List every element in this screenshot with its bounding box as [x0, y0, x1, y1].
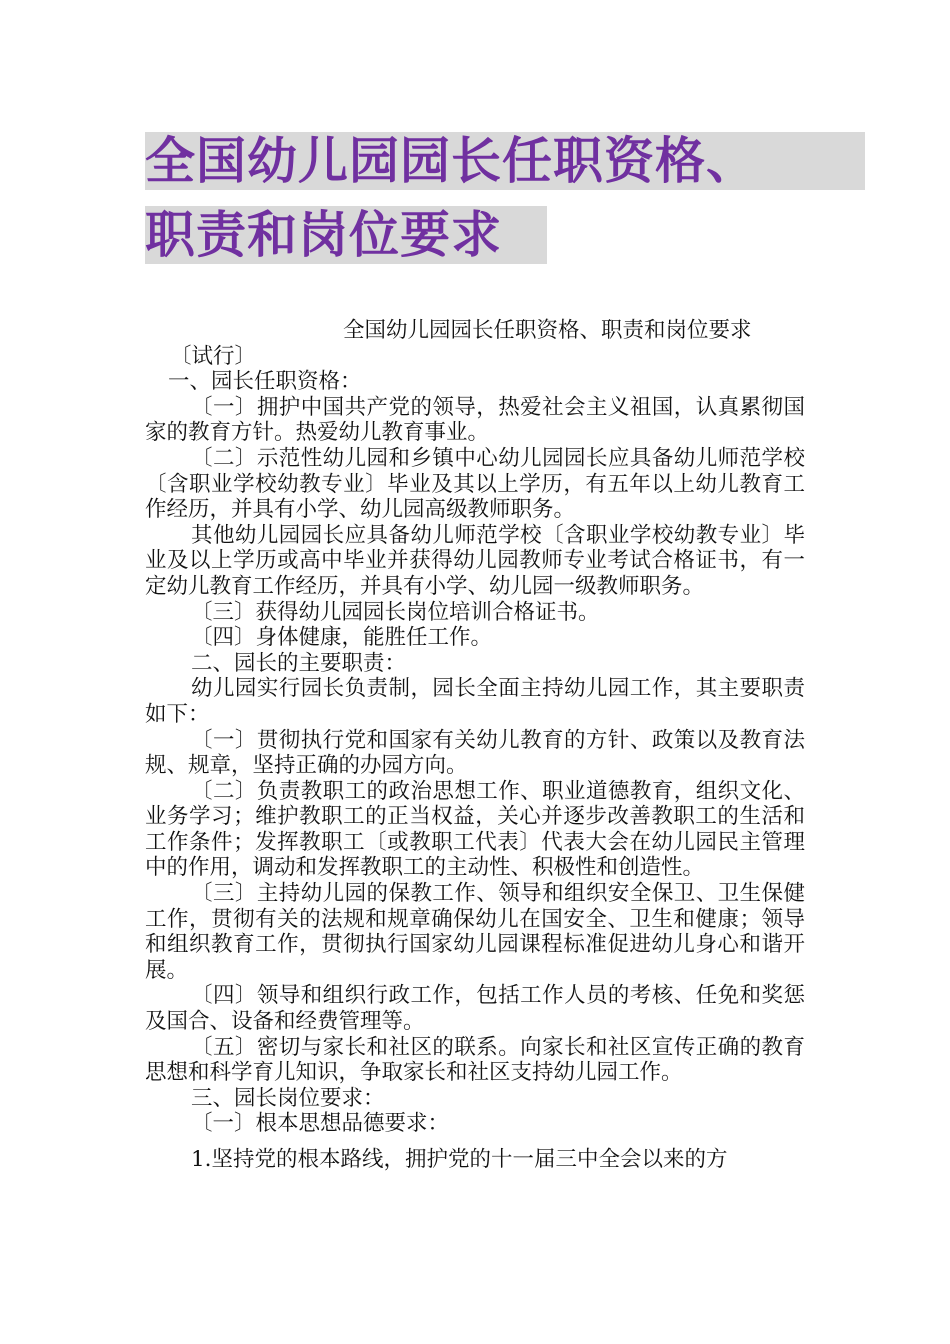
section-2-intro: 幼儿园实行园长负责制，园长全面主持幼儿园工作，其主要职责如下： — [145, 676, 805, 727]
section-3-item-1: 1.坚持党的根本路线，拥护党的十一届三中全会以来的方 — [191, 1147, 728, 1172]
document-body — [145, 318, 805, 1173]
document-title-line-2: 职责和岗位要求 — [145, 206, 547, 264]
section-2-paragraph-5: 〔五〕密切与家长和社区的联系。向家长和社区宣传正确的教育思想和科学育儿知识，争取家长和社区支持幼儿园工作。 — [145, 1034, 805, 1086]
section-1-paragraph-1: 〔一〕拥护中国共产党的领导，热爱社会主义祖国，认真累彻国家的教育方针。热爱幼儿教育事业。 — [145, 394, 805, 446]
section-1-paragraph-3: 其他幼儿园园长应具备幼儿师范学校〔含职业学校幼教专业〕毕业及以上学历或高中毕业并获得幼儿园教师专业考试合格证书，有一定幼儿教育工作经历，并具有小学、幼儿园一级教师职务。 — [145, 522, 805, 599]
section-1-paragraph-2: 〔二〕示范性幼儿园和乡镇中心幼儿园园长应具备幼儿师范学校〔含职业学校幼教专业〕毕业及其以上学历，有五年以上幼儿教育工作经历，并具有小学、幼儿园高级教师职务。 — [145, 445, 805, 523]
section-3-subheading-1: 〔一〕根本思想品德要求： — [191, 1111, 450, 1137]
section-1-paragraph-4: 〔三〕获得幼儿园园长岗位培训合格证书。 — [191, 599, 600, 625]
section-3-heading: 三、园长岗位要求： — [191, 1085, 385, 1111]
document-title-line-1: 全国幼儿园园长任职资格、 — [145, 132, 865, 190]
trial-note: 〔试行〕 — [170, 343, 257, 369]
section-2-paragraph-3: 〔三〕主持幼儿园的保教工作、领导和组织安全保卫、卫生保健工作，贯彻有关的法规和规章确保幼儿在国安全、卫生和健康；领导和组织教育工作，贯彻执行国家幼儿园课程标准促进幼儿身心和谐开展。 — [145, 881, 805, 983]
section-2-paragraph-1: 〔一〕贯彻执行党和国家有关幼儿教育的方针、政策以及教育法规、规章，坚持正确的办园方向。 — [145, 727, 805, 779]
document-subtitle: 全国幼儿园园长任职资格、职责和岗位要求 — [343, 318, 752, 343]
section-1-heading: 一、园长任职资格： — [168, 369, 362, 395]
section-2-paragraph-4: 〔四〕领导和组织行政工作，包括工作人员的考核、任免和奖惩及国合、设备和经费管理等。 — [145, 983, 805, 1035]
section-2-heading: 二、园长的主要职责： — [191, 650, 407, 676]
section-1-paragraph-5: 〔四〕身体健康，能胜任工作。 — [191, 625, 493, 651]
section-2-paragraph-2: 〔二〕负责教职工的政治思想工作、职业道德教育，组织文化、业务学习；维护教职工的正当权益，关心并逐步改善教职工的生活和工作条件；发挥教职工〔或教职工代表〕代表大会在幼儿园民主管理中的作用，调动和发挥教职工的主动性、积极性和创造性。 — [145, 778, 805, 881]
